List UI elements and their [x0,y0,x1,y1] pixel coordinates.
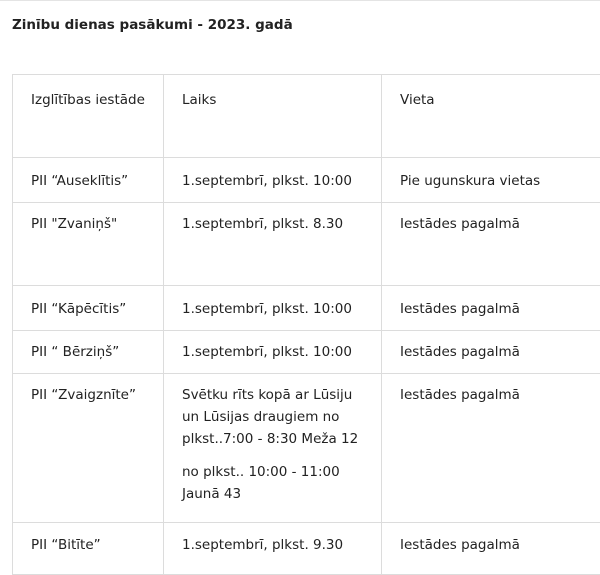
institution-cell: PII “Bitīte” [13,523,164,575]
time-text: no plkst.. 10:00 - 11:00 Jaunā 43 [182,461,365,505]
time-cell [164,203,382,286]
table-row [13,374,600,523]
table-row [13,286,600,331]
column-header-institution: Izglītības iestāde [13,75,164,158]
time-cell [164,374,382,523]
institution-cell: PII “Auseklītis” [13,158,164,203]
table-header-row [13,75,600,158]
time-cell [164,158,382,203]
time-text: 1.septembrī, plkst. 10:00 [182,170,365,192]
place-cell: Iestādes pagalmā [382,331,600,374]
top-divider [0,0,600,1]
institution-cell: PII “Kāpēcītis” [13,286,164,331]
time-text: Svētku rīts kopā ar Lūsiju un Lūsijas draugiem no plkst..7:00 - 8:30 Meža 12 [182,384,365,450]
time-cell [164,331,382,374]
time-text: 1.septembrī, plkst. 10:00 [182,298,365,320]
table-row [13,523,600,575]
place-cell: Iestādes pagalmā [382,523,600,575]
time-cell [164,286,382,331]
table-row [13,203,600,286]
place-cell: Iestādes pagalmā [382,286,600,331]
place-cell: Iestādes pagalmā [382,203,600,286]
place-cell: Iestādes pagalmā [382,374,600,523]
time-text: 1.septembrī, plkst. 10:00 [182,341,365,363]
time-text: 1.septembrī, plkst. 9.30 [182,534,365,556]
column-header-place: Vieta [382,75,600,158]
place-cell: Pie ugunskura vietas [382,158,600,203]
time-text: 1.septembrī, plkst. 8.30 [182,213,365,235]
column-header-time: Laiks [164,75,382,158]
page-title: Zinību dienas pasākumi - 2023. gadā [12,17,293,33]
events-table [12,74,600,575]
time-cell [164,523,382,575]
institution-cell: PII “Zvaigznīte” [13,374,164,523]
table-row [13,331,600,374]
institution-cell: PII "Zvaniņš" [13,203,164,286]
table-row [13,158,600,203]
institution-cell: PII “ Bērziņš” [13,331,164,374]
